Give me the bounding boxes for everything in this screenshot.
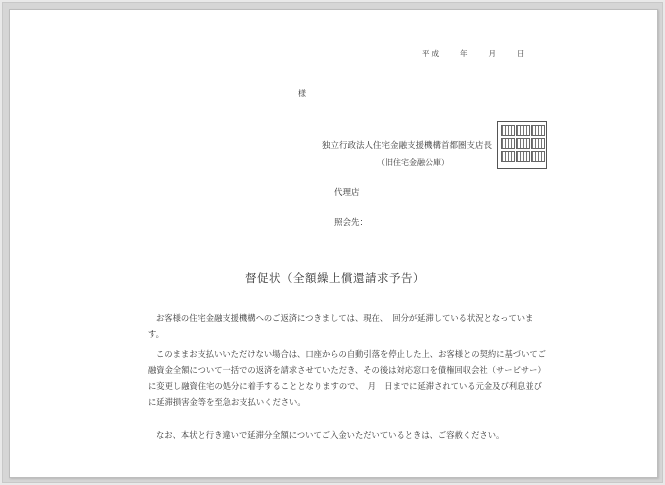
document-title: 督促状（全額繰上償還請求予告） [245,271,425,285]
document-page [9,9,658,478]
seal-mark [516,138,530,149]
issuer-name: 独立行政法人住宅金融支援機構首都圏支店長 [322,141,493,151]
seal-mark [531,125,545,136]
paragraph-text: なお、本状と行き違いで延滞分全額についてご入金いただいているときは、ご容赦ください。 [156,430,505,440]
agent-label: 代理店 [334,188,360,198]
seal-mark [516,151,530,162]
official-seal-icon [497,121,547,169]
viewer-frame [2,2,663,483]
body-paragraph [148,346,548,410]
body-paragraph [148,310,548,342]
body-paragraph [148,427,548,443]
seal-mark [531,151,545,162]
seal-mark [501,138,515,149]
contact-label: 照会先： [334,218,369,228]
issuer-former-name: （旧住宅金融公庫） [377,158,449,167]
date-line: 平成 年 月 日 [422,49,527,58]
paragraph-text: このままお支払いいただけない場合は、口座からの自動引落を停止した上、お客様との契約に基づいてご融資金全額について一括での返済を請求させていただき、その後は対応窓口を債権回収会社（サービサー）に変更し融資住宅の処分に着手することとなりますので、 月 日までに延滞されている元金及び利息並びに延滞損害金等を至急お支払いください。 [148,349,546,407]
paragraph-text: お客様の住宅金融支援機構へのご返済につきましては、現在、 回分が延滞している状況となっています。 [148,313,534,339]
seal-mark [501,125,515,136]
seal-mark [501,151,515,162]
addressee-suffix: 様 [298,89,306,98]
seal-mark [531,138,545,149]
seal-mark [516,125,530,136]
